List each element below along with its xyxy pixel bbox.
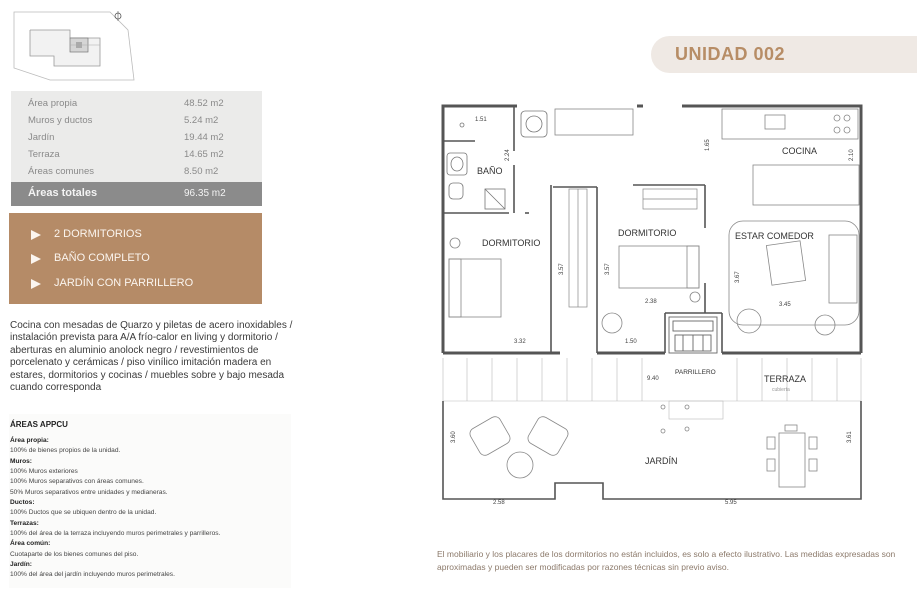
area-label: Área propia xyxy=(28,98,78,109)
play-triangle-icon xyxy=(31,254,41,264)
feature-label: 2 DORMITORIOS xyxy=(54,228,142,240)
play-triangle-icon xyxy=(31,279,41,289)
feature-label: BAÑO COMPLETO xyxy=(54,252,150,264)
appcu-line: 100% de bienes propios de la unidad. xyxy=(10,447,121,455)
areas-table xyxy=(11,91,262,206)
area-label: Jardín xyxy=(28,132,55,143)
garden-furniture xyxy=(468,405,817,487)
wardrobes xyxy=(569,189,697,307)
dimension-label: 1.51 xyxy=(475,117,487,123)
dimension-label: 1.65 xyxy=(705,139,711,151)
dimension-label: 3.57 xyxy=(605,263,611,275)
area-value: 8.50 m2 xyxy=(184,166,219,177)
dimension-label: 3.32 xyxy=(514,339,526,345)
dimension-label: 2.58 xyxy=(493,500,505,506)
area-row xyxy=(11,163,262,180)
dimension-label: 3.67 xyxy=(735,271,741,283)
dimension-label: 2.24 xyxy=(505,149,511,161)
area-row xyxy=(11,146,262,163)
area-total-label: Áreas totales xyxy=(28,187,98,199)
living-furniture xyxy=(602,221,859,335)
appcu-heading: Área común: xyxy=(10,540,51,548)
beds xyxy=(449,238,700,317)
dimension-label: 3.61 xyxy=(847,431,853,443)
appcu-line: 100% Muros exteriores xyxy=(10,468,78,476)
area-total-row xyxy=(11,182,262,206)
unit-header xyxy=(651,36,917,73)
appcu-line: 100% Muros separativos con áreas comunes. xyxy=(10,478,144,486)
parrillero-grill xyxy=(669,317,717,353)
appcu-line: 100% Ductos que se ubiquen dentro de la unidad. xyxy=(10,509,157,517)
room-label-dormitorio-2: DORMITORIO xyxy=(618,228,677,238)
disclaimer: El mobiliario y los placares de los dormitorios no están incluidos, es solo a efecto ilustrativo. Las medidas expresadas son aproximadas y pueden ser modificadas por razones técnicas sin previo aviso. xyxy=(437,549,896,572)
area-value: 48.52 m2 xyxy=(184,98,224,109)
area-value: 5.24 m2 xyxy=(184,115,219,126)
dimension-label: 9.40 xyxy=(647,376,659,382)
area-row xyxy=(11,95,262,112)
interior-walls xyxy=(443,106,722,353)
appcu-heading: Terrazas: xyxy=(10,519,39,527)
feature-label: JARDÍN CON PARRILLERO xyxy=(54,277,194,289)
area-label: Terraza xyxy=(28,149,60,160)
appcu-section xyxy=(9,414,291,588)
bathroom-fixtures xyxy=(447,111,547,209)
area-label: Áreas comunes xyxy=(28,166,95,177)
room-label-terraza: TERRAZA xyxy=(764,374,807,384)
dimension-label: 1.50 xyxy=(625,339,637,345)
room-label-cocina: COCINA xyxy=(782,146,818,156)
room-label-dormitorio-1: DORMITORIO xyxy=(482,238,541,248)
appcu-line: 50% Muros separativos entre unidades y medianeras. xyxy=(10,488,168,496)
area-value: 19.44 m2 xyxy=(184,132,224,143)
garden-walls xyxy=(443,401,861,499)
room-label-parrillero: PARRILLERO xyxy=(675,369,716,376)
unit-description: Cocina con mesadas de Quarzo y piletas de acero inoxidables / instalación prevista para A/A frío-calor en living y dormitorio / aberturas en aluminio anolock negro / revestimientos de porcelenato y cerámicas / piso vinílico imitación madera en estares, dormitorios y cocinas / muebles sobre y bajo mesada cuando corresponda xyxy=(10,320,293,394)
appcu-heading: Ductos: xyxy=(10,499,35,507)
room-label-estar: ESTAR COMEDOR xyxy=(735,231,814,241)
room-label-terraza-sub: cubierta xyxy=(772,387,790,393)
appcu-line: Cuotaparte de los bienes comunes del piso. xyxy=(10,550,139,558)
dimension-label: 3.60 xyxy=(451,431,457,443)
room-label-bano: BAÑO xyxy=(477,166,503,176)
features-box xyxy=(9,213,262,304)
appcu-line: 100% del área de la terraza incluyendo muros perimetrales y parrilleros. xyxy=(10,530,221,538)
floor-plan xyxy=(437,103,867,521)
area-total-value: 96.35 m2 xyxy=(184,188,226,199)
dimension-label: 3.45 xyxy=(779,302,791,308)
dimension-label: 2.10 xyxy=(849,149,855,161)
area-label: Muros y ductos xyxy=(28,115,93,126)
appcu-heading: Muros: xyxy=(10,457,32,465)
room-label-jardin: JARDÍN xyxy=(645,456,678,466)
dimension-label: 5.95 xyxy=(725,500,737,506)
appcu-line: 100% del área del jardín incluyendo muros perimetrales. xyxy=(10,571,175,579)
area-row xyxy=(11,129,262,146)
terrace-deck xyxy=(443,358,861,419)
unit-title: UNIDAD 002 xyxy=(675,44,786,64)
area-value: 14.65 m2 xyxy=(184,149,224,160)
play-triangle-icon xyxy=(31,230,41,240)
appcu-list xyxy=(10,436,290,581)
appcu-heading: Jardín: xyxy=(10,561,32,569)
dimension-label: 3.57 xyxy=(559,263,565,275)
dimension-label: 2.38 xyxy=(645,299,657,305)
kitchen-counter xyxy=(555,109,859,205)
appcu-title: ÁREAS APPCU xyxy=(10,420,68,429)
area-row xyxy=(11,112,262,129)
appcu-heading: Área propia: xyxy=(10,437,49,444)
site-plan-thumbnail xyxy=(10,8,136,86)
